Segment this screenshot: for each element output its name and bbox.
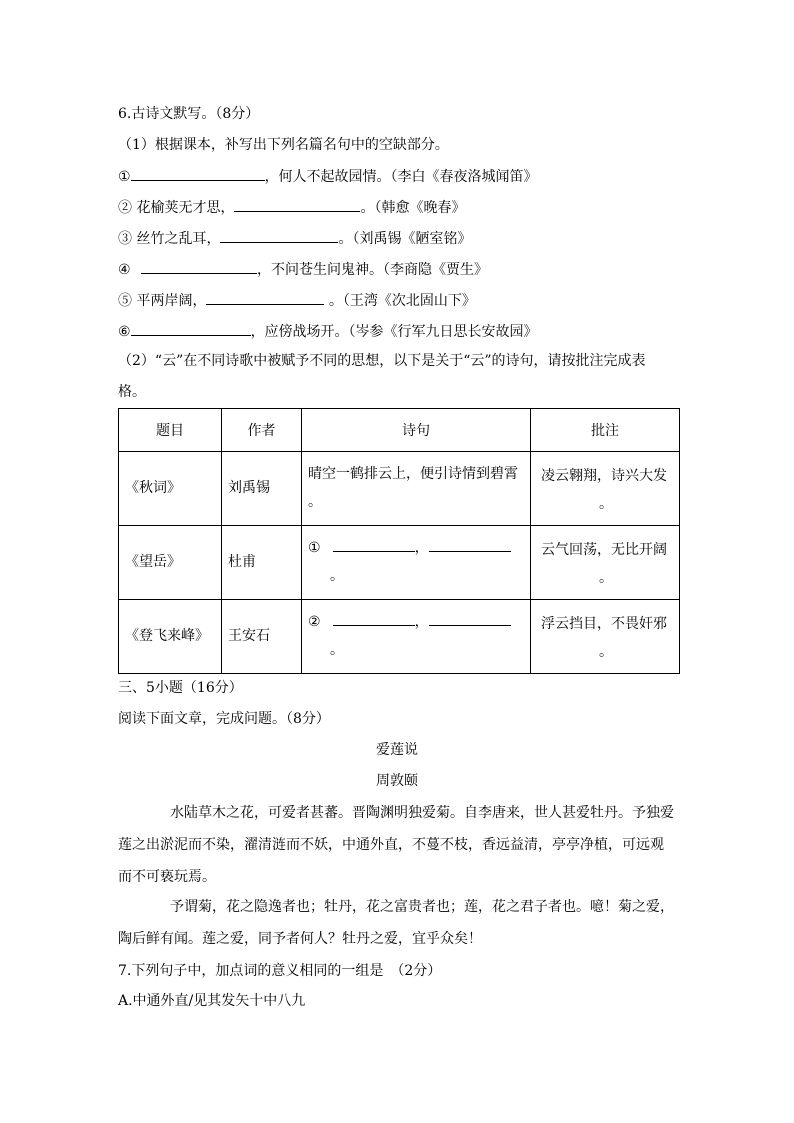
poem-line-end: 。 [330, 642, 344, 658]
item-text-after: ，不问苍生问鬼神。（李商隐《贾生》 [257, 262, 489, 278]
poem-author: 杜甫 [228, 554, 256, 570]
poem-author-cell [222, 452, 302, 526]
poem-author-cell [222, 600, 302, 674]
essay-paragraph-1 [118, 797, 679, 893]
item-text-before [131, 262, 135, 278]
q7-title: 7.下列句子中，加点词的意义相同的一组是 （2分） [118, 963, 442, 979]
poem-author-cell [222, 526, 302, 600]
poem-title: 《登飞来峰》 [125, 628, 209, 644]
q6-part1-instruction: （1）根据课本，补写出下列名篇名句中的空缺部分。 [118, 137, 449, 153]
fill-item-2 [118, 196, 465, 216]
item-number: ② [118, 200, 132, 216]
poem-line [302, 452, 530, 516]
poem-note-cell [531, 526, 680, 600]
fill-item-3 [118, 227, 471, 247]
poem-note-text: 浮云挡目，不畏奸邪 [541, 616, 667, 632]
item-number: ⑥ [118, 324, 131, 340]
header-poem: 诗句 [302, 409, 531, 452]
poem-title-cell [119, 452, 222, 526]
fill-item-4 [118, 258, 488, 278]
poem-line-end: 。 [330, 568, 344, 584]
poem-line [302, 526, 530, 590]
item-text-before: 丝竹之乱耳， [132, 231, 221, 247]
poem-author: 刘禹锡 [228, 480, 270, 496]
header-author: 作者 [222, 409, 302, 452]
poem-line-cell [302, 600, 531, 674]
table-header-row [119, 409, 680, 452]
item-text-before: 花榆荚无才思， [132, 200, 235, 216]
poem-line-cell [302, 452, 531, 526]
table-row [119, 452, 680, 526]
poem-blank-line [308, 608, 524, 636]
answer-blank[interactable] [141, 258, 257, 274]
item-text-after: 。（韩愈《晚春》 [360, 200, 466, 216]
poem-note-cell [531, 452, 680, 526]
answer-blank[interactable] [333, 610, 415, 626]
answer-blank[interactable] [206, 289, 324, 305]
blank-number: ① [308, 540, 321, 556]
poem-title: 《望岳》 [125, 554, 181, 570]
poem-line-end: 。 [308, 494, 322, 510]
essay-paragraph-2 [118, 891, 679, 955]
poem-blank-line [308, 534, 524, 562]
poem-note-end: 。 [599, 496, 613, 512]
poem-note [531, 452, 679, 518]
essay-line: 予谓菊，花之隐逸者也；牡丹，花之富贵者也；莲，花之君子者也。噫！菊之爱， [170, 899, 674, 915]
item-number: ③ [118, 231, 132, 247]
essay-line: 水陆草木之花，可爱者甚蕃。晋陶渊明独爱菊。自李唐来，世人甚爱牡丹。予独爱 [170, 805, 674, 821]
poem-note-end: 。 [599, 570, 613, 586]
essay-line: 陶后鲜有闻。莲之爱，同予者何人？牡丹之爱，宜乎众矣！ [118, 931, 482, 947]
poem-note-text: 云气回荡，无比开阔 [541, 542, 667, 558]
header-title: 题目 [119, 409, 222, 452]
item-text-after: 。（刘禹锡《陋室铭》 [338, 231, 472, 247]
essay-line: 莲之出淤泥而不染，濯清涟而不妖，中通外直，不蔓不枝，香远益清，亭亭净植，可远观 [118, 837, 664, 853]
item-text-before: 平两岸阔， [132, 293, 207, 309]
essay-author: 周敦颐 [376, 773, 418, 789]
poem-title: 《秋词》 [125, 480, 181, 496]
answer-blank[interactable] [220, 227, 338, 243]
answer-blank[interactable] [131, 165, 265, 181]
q6-title: 6.古诗文默写。（8分） [118, 106, 260, 122]
poem-separator: ， [414, 614, 429, 630]
cloud-poem-table [118, 408, 680, 674]
blank-number: ② [308, 614, 321, 630]
poem-title-cell [119, 526, 222, 600]
item-number: ① [118, 169, 131, 185]
item-text-after: ，应傍战场开。（岑参《行军九日思长安故园》 [250, 324, 538, 340]
answer-blank[interactable] [429, 536, 511, 552]
essay-line: 而不可亵玩焉。 [118, 869, 216, 885]
answer-blank[interactable] [333, 536, 415, 552]
poem-separator: ， [414, 540, 429, 556]
poem-note [531, 526, 679, 592]
answer-blank[interactable] [234, 196, 360, 212]
poem-line [302, 600, 530, 664]
table-row [119, 526, 680, 600]
item-number: ④ [118, 262, 131, 278]
poem-author: 王安石 [228, 628, 270, 644]
table-row [119, 600, 680, 674]
poem-note-cell [531, 600, 680, 674]
q6-part2-instruction: （2）“云”在不同诗歌中被赋予不同的思想，以下是关于“云”的诗句，请按批注完成表 [118, 353, 646, 369]
item-number: ⑤ [118, 293, 132, 309]
fill-item-6 [118, 320, 538, 340]
q6-part2-instruction-cont: 格。 [118, 384, 146, 400]
item-text-after: ，何人不起故园情。（李白《春夜洛城闻笛》 [264, 169, 538, 185]
poem-line-text: 晴空一鹤排云上，便引诗情到碧霄 [308, 466, 518, 482]
poem-note [531, 600, 679, 666]
reading-instruction: 阅读下面文章，完成问题。（8分） [118, 711, 330, 727]
fill-item-5 [118, 289, 476, 309]
poem-title-cell [119, 600, 222, 674]
answer-blank[interactable] [429, 610, 511, 626]
essay-title: 爱莲说 [376, 742, 418, 758]
poem-note-end: 。 [599, 644, 613, 660]
item-text-after: 。（王湾《次北固山下》 [324, 293, 476, 309]
q7-option-a[interactable]: A.中通外直/见其发矢十中八九 [118, 993, 306, 1009]
fill-item-1 [118, 165, 538, 185]
poem-note-text: 凌云翱翔，诗兴大发 [541, 468, 667, 484]
poem-line-cell [302, 526, 531, 600]
section3-title: 三、5小题（16分） [118, 680, 243, 696]
header-note: 批注 [531, 409, 680, 452]
answer-blank[interactable] [131, 320, 251, 336]
